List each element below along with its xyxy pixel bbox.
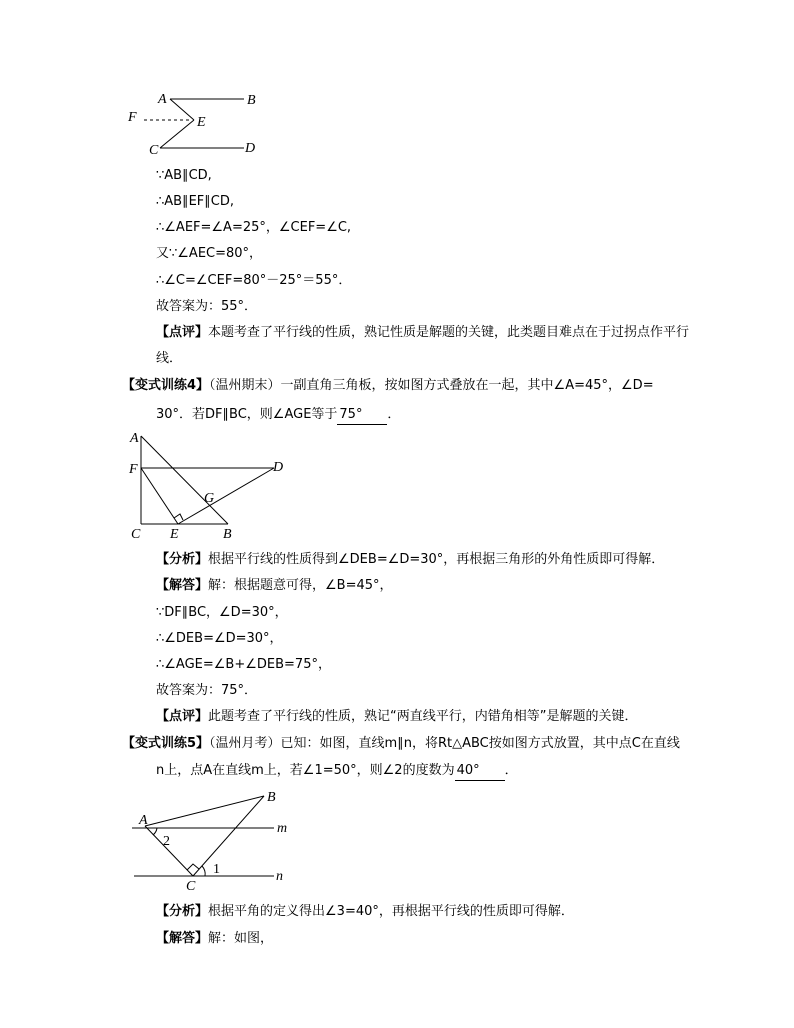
sol4-line-5: 故答案为：75°． [156, 683, 258, 698]
question-end: ． [387, 407, 401, 422]
label-D: D [273, 460, 284, 475]
question-text: 30°．若DF∥BC，则∠AGE等于 [156, 407, 338, 422]
label-E: E [197, 115, 206, 130]
question-text: n上，点A在直线m上，若∠1=50°，则∠2的度数为 [156, 763, 455, 778]
sol1-line-1: ∵AB∥CD, [156, 168, 212, 183]
question-text: （温州期末）一副直角三角板，按如图方式叠放在一起，其中∠A=45°，∠D= [209, 378, 654, 393]
label-A: A [158, 92, 167, 107]
question-5-line-1 [122, 735, 680, 753]
question-tag: 【变式训练4】 [122, 378, 210, 393]
comment-text: 本题考查了平行线的性质，熟记性质是解题的关键，此类题目难点在于过拐点作平行 [208, 325, 690, 340]
comment-text: 此题考查了平行线的性质，熟记“两直线平行，内错角相等”是解题的关键． [208, 709, 638, 724]
sol1-comment-cont: 线． [156, 351, 183, 366]
question-4-line-2 [156, 406, 400, 425]
label-B: B [223, 527, 232, 542]
segment-EC [160, 120, 194, 148]
solution-tag: 【解答】 [156, 578, 209, 593]
question-tag: 【变式训练5】 [122, 736, 210, 751]
figure-1-parallel-lines [120, 88, 270, 158]
question-4-line-1 [122, 377, 654, 395]
segment-AB [141, 436, 228, 524]
angle-1-arc [202, 866, 205, 876]
label-C: C [186, 879, 196, 894]
segment-AB [145, 796, 264, 826]
label-angle-2: 2 [163, 834, 170, 849]
answer-blank: 75° [337, 406, 387, 425]
segment-CB [193, 796, 264, 876]
solution-text: 解：根据题意可得，∠B=45°， [208, 578, 393, 593]
label-n: n [276, 869, 283, 884]
label-C: C [131, 527, 141, 542]
sol5-solution [156, 930, 273, 948]
label-F: F [128, 110, 137, 125]
solution-text: 解：如图， [208, 931, 274, 946]
segment-FE [141, 468, 178, 524]
sol4-line-2: ∵DF∥BC，∠D=30°， [156, 605, 288, 620]
label-angle-1: 1 [213, 862, 220, 877]
sol4-comment [156, 708, 638, 726]
sol4-line-3: ∴∠DEB=∠D=30°， [156, 631, 283, 646]
answer-blank: 40° [455, 762, 505, 781]
question-text: （温州月考）已知：如图，直线m∥n，将Rt△ABC按如图方式放置，其中点C在直线 [209, 736, 680, 751]
segment-ED [178, 468, 274, 524]
figure-2-triangles [124, 428, 294, 544]
analysis-text: 根据平行线的性质得到∠DEB=∠D=30°，再根据三角形的外角性质即可得解． [208, 552, 665, 567]
label-A: A [139, 813, 148, 828]
sol1-line-3: ∴∠AEF=∠A=25°，∠CEF=∠C, [156, 220, 352, 235]
figure-3-parallel-lines-triangle [126, 786, 296, 894]
question-5-line-2 [156, 762, 518, 781]
comment-tag: 【点评】 [156, 325, 209, 340]
sol1-line-6: 故答案为：55°． [156, 299, 258, 314]
label-m: m [277, 821, 288, 836]
sol5-analysis [156, 903, 574, 921]
label-B: B [247, 93, 256, 108]
comment-tag: 【点评】 [156, 709, 209, 724]
label-B: B [267, 790, 276, 805]
sol4-analysis [156, 551, 664, 569]
label-A: A [130, 431, 139, 446]
segment-AE [170, 99, 194, 120]
label-C: C [149, 143, 159, 158]
label-E: E [170, 527, 179, 542]
right-angle-mark [187, 864, 199, 870]
sol1-comment [156, 324, 689, 342]
angle-2-arc [153, 828, 157, 835]
sol4-solution [156, 577, 393, 595]
question-end: ． [504, 763, 518, 778]
label-D: D [245, 141, 256, 156]
label-G: G [204, 491, 215, 506]
analysis-tag: 【分析】 [156, 904, 209, 919]
solution-tag: 【解答】 [156, 931, 209, 946]
sol1-line-2: ∴AB∥EF∥CD, [156, 194, 234, 209]
sol1-line-5: ∴∠C=∠CEF=80°－25°＝55°． [156, 273, 352, 288]
sol1-line-4: 又∵∠AEC=80°， [156, 246, 263, 261]
analysis-text: 根据平角的定义得出∠3=40°，再根据平行线的性质即可得解． [208, 904, 574, 919]
analysis-tag: 【分析】 [156, 552, 209, 567]
label-F: F [129, 462, 138, 477]
sol4-line-4: ∴∠AGE=∠B+∠DEB=75°， [156, 657, 331, 672]
